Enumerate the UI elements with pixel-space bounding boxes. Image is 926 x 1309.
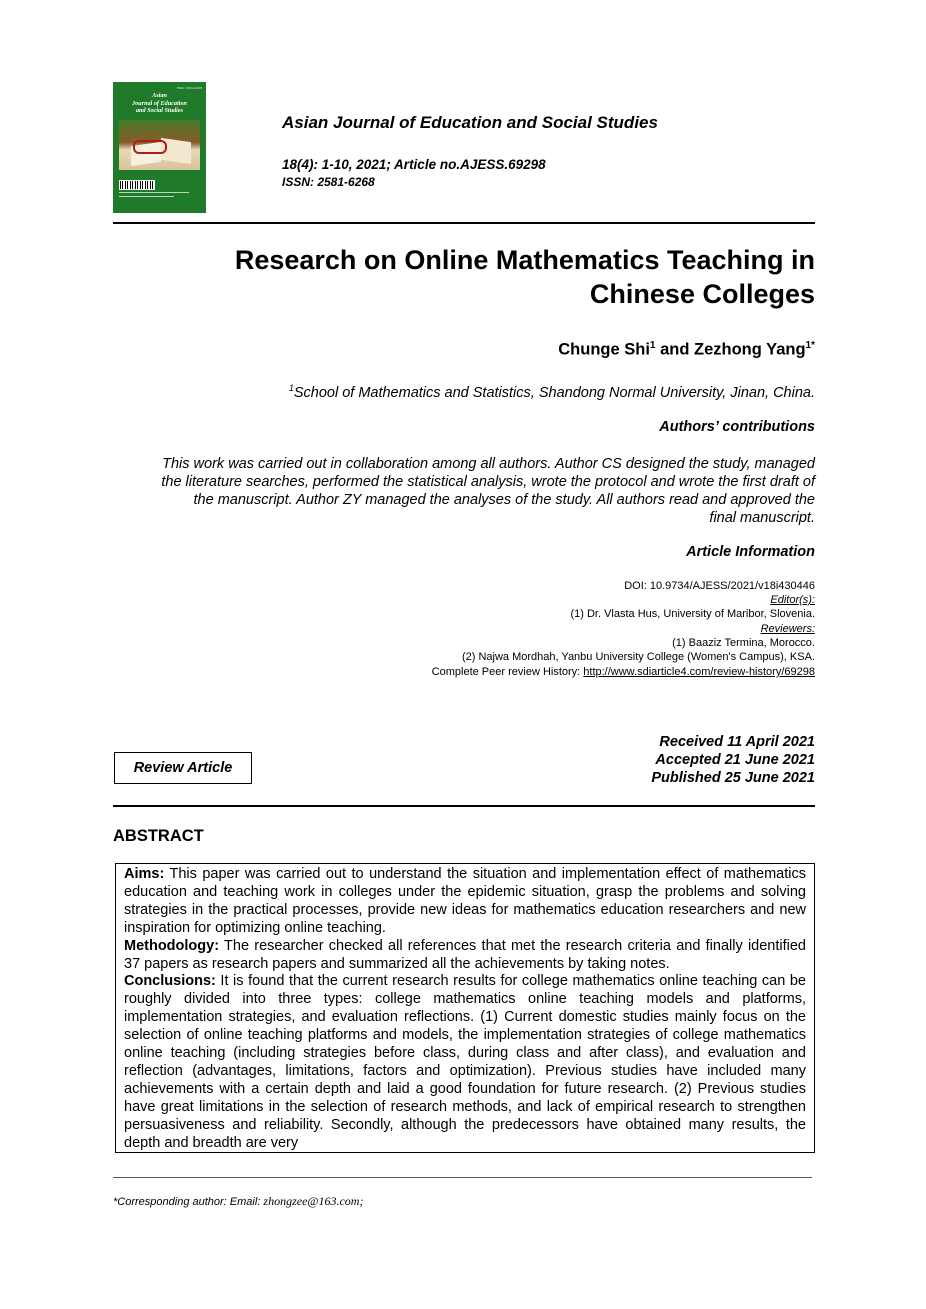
cover-title: Asian Journal of Education and Social Studies — [131, 92, 187, 114]
review-history-link[interactable]: http://www.sdiarticle4.com/review-history/69298 — [583, 666, 815, 678]
abstract-divider — [113, 805, 815, 807]
affiliation: $^1$School of Mathematics and Statistics, Shandong Normal University, Jinan, China. — [288, 383, 815, 401]
header-divider — [113, 222, 815, 224]
reviewer-entry: (1) Baaziz Termina, Morocco. — [672, 637, 815, 649]
abstract-heading: ABSTRACT — [113, 827, 204, 845]
corresponding-email[interactable]: zhongzee@163.com; — [263, 1194, 364, 1208]
received-date: Received 11 April 2021 — [659, 734, 815, 750]
author-name: Zezhong Yang — [694, 340, 806, 359]
reviewers-label: Reviewers: — [760, 623, 815, 635]
journal-name: Asian Journal of Education and Social Studies — [282, 113, 658, 132]
accepted-date: Accepted 21 June 2021 — [655, 752, 815, 768]
paper-title: Research on Online Mathematics Teaching in Chinese Colleges — [234, 245, 815, 309]
article-info-heading: Article Information — [686, 544, 815, 560]
article-type-badge: Review Article — [114, 752, 252, 784]
published-date: Published 25 June 2021 — [651, 770, 815, 786]
review-history: Complete Peer review History: http://www.sdiarticle4.com/review-history/69298 — [431, 666, 815, 678]
author-list: Chunge Shi$^1$ and Zezhong Yang$^{1*}$ — [558, 340, 815, 359]
contributions-text: This work was carried out in collaboration among all authors. Author CS designed the study, managed the literature searches, performed the statistical analysis, wrote the protocol and wrote the first draft of the manuscript. Author ZY managed the analyses of the study. All authors read and approved the final manuscript. — [161, 456, 815, 526]
abstract-aims: Aims: This paper was carried out to understand the situation and implementation effect of mathematics education and teaching work in colleges under the epidemic situation, grasp the problems and solving strategies in the practical processes, provide new ideas for mathematics education researchers and new inspiration for optimizing online teaching. — [124, 866, 806, 936]
cover-issn-text: ISSN: 2581-6268 — [176, 86, 202, 90]
journal-cover-image — [113, 82, 206, 213]
reviewer-entry: (2) Najwa Mordhah, Yanbu University College (Women's Campus), KSA. — [461, 651, 815, 663]
cover-book-photo — [119, 120, 200, 170]
footnote-divider — [113, 1177, 812, 1178]
corresponding-author-footnote: *Corresponding author: Email: zhongzee@163.com; — [113, 1194, 364, 1208]
glasses-icon — [133, 140, 167, 154]
abstract-methodology: Methodology: The researcher checked all references that met the research criteria and finally identified 37 papers as research papers and summarized all the achievements by taking notes. — [124, 937, 806, 972]
journal-volume: 18(4): 1-10, 2021; Article no.AJESS.69298 — [282, 157, 546, 172]
author-name: Chunge Shi — [558, 340, 650, 359]
editor-entry: (1) Dr. Vlasta Hus, University of Maribor, Slovenia. — [570, 608, 815, 620]
editors-label: Editor(s): — [770, 594, 815, 606]
barcode-icon — [119, 180, 155, 190]
abstract-box — [115, 863, 815, 1153]
abstract-conclusions: Conclusions: It is found that the current research results for college mathematics online teaching can be roughly divided into three types: college mathematics online teaching models and platforms, implementation strategies, and evaluation reflections. (1) Current domestic studies mainly focus on the selection of online teaching platforms and models, the implementation strategies of college mathematics online teaching (including strategies before class, during class and after class), and evaluation and reflection (advantages, limitations, factors and optimization). Previous studies have included many achievements with a certain depth and laid a good foundation for future research. (2) Previous studies have great limitations in the selection of research methods, and lack of empirical research to strengthen persuasiveness and reliability. Secondly, although the predecessors have obtained many results, the depth and breadth are very — [124, 973, 806, 1151]
doi: DOI: 10.9734/AJESS/2021/v18i430446 — [624, 580, 815, 592]
contributions-heading: Authors’ contributions — [659, 419, 815, 435]
journal-issn: ISSN: 2581-6268 — [282, 175, 375, 189]
